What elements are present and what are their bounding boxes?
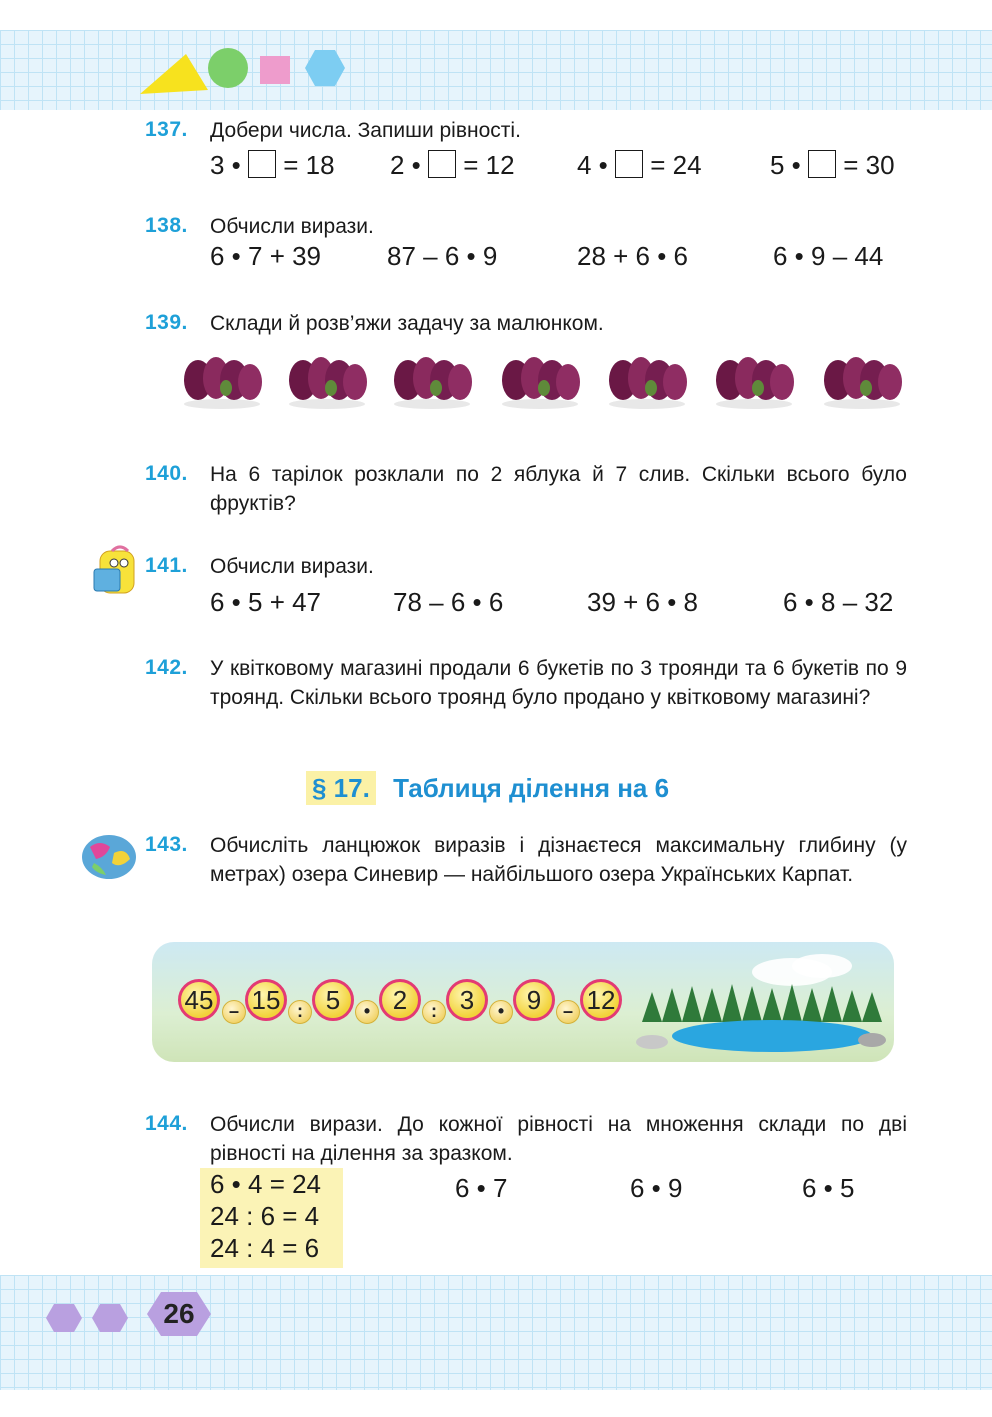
exercise-137-number: 137. bbox=[145, 118, 188, 141]
exercise-139-text: Склади й розв’яжи задачу за малюнком. bbox=[210, 312, 604, 335]
exercise-138-expr-3: 28 + 6 • 6 bbox=[577, 241, 689, 271]
exercise-138-expr-1: 6 • 7 + 39 bbox=[210, 241, 322, 271]
chain-number: 2 bbox=[379, 979, 421, 1021]
section-heading bbox=[306, 773, 669, 804]
backpack-mascot-icon bbox=[90, 545, 146, 597]
exercise-138-number: 138. bbox=[145, 214, 188, 237]
exercise-144-expr-3: 6 • 5 bbox=[802, 1173, 855, 1203]
hexagon-icon bbox=[46, 1304, 82, 1332]
yellow-triangle-icon bbox=[140, 54, 208, 94]
exercise-140-text: На 6 тарілок розклали по 2 яблука й 7 слив. Скільки всього було фруктів? bbox=[210, 463, 907, 515]
exercise-144-expr-2: 6 • 9 bbox=[630, 1173, 683, 1203]
exercise-142-text: У квітковому магазині продали 6 букетів по 3 троянди та 6 букетів по 9 троянд. Скільки всього троянд було продано у квітковому магазині? bbox=[210, 657, 907, 709]
exercise-143-number: 143. bbox=[145, 833, 188, 856]
section-number: § 17. bbox=[306, 771, 376, 805]
expression-chain-panel bbox=[152, 942, 894, 1062]
chain-number: 9 bbox=[513, 979, 555, 1021]
page-number: 26 bbox=[163, 1298, 195, 1329]
plums-illustration bbox=[182, 344, 908, 410]
sample-box bbox=[200, 1168, 343, 1268]
pink-square-icon bbox=[260, 56, 290, 84]
exercise-137-expr-3: 4 • = 24 bbox=[577, 150, 702, 180]
exercise-137-expr-4: 5 • = 30 bbox=[770, 150, 895, 180]
lake-landscape-illustration bbox=[622, 942, 894, 1062]
chain-number: 45 bbox=[178, 979, 220, 1021]
exercise-142-number: 142. bbox=[145, 656, 188, 679]
exercise-138-expr-4: 6 • 9 – 44 bbox=[773, 241, 884, 271]
exercise-138-expr-2: 87 – 6 • 9 bbox=[387, 241, 498, 271]
exercise-137-text: Добери числа. Запиши рівності. bbox=[210, 119, 521, 142]
chain-number: 5 bbox=[312, 979, 354, 1021]
exercise-141-expr-4: 6 • 8 – 32 bbox=[783, 587, 894, 617]
section-title: Таблиця ділення на 6 bbox=[393, 773, 670, 803]
chain-operator: – bbox=[222, 1000, 246, 1024]
hexagon-icon bbox=[92, 1304, 128, 1332]
page-number-badge bbox=[145, 1290, 213, 1338]
answer-box[interactable] bbox=[248, 150, 276, 178]
sample-line: 6 • 4 = 24 bbox=[210, 1169, 322, 1199]
exercise-141-expr-3: 39 + 6 • 8 bbox=[587, 587, 699, 617]
answer-box[interactable] bbox=[808, 150, 836, 178]
sample-line: 24 : 4 = 6 bbox=[210, 1233, 320, 1263]
chain-operator: – bbox=[556, 1000, 580, 1024]
chain-operator: • bbox=[489, 1000, 513, 1024]
chain-number: 15 bbox=[245, 979, 287, 1021]
exercise-141-expr-1: 6 • 5 + 47 bbox=[210, 587, 322, 617]
exercise-144-text: Обчисли вирази. До кожної рівності на множення склади по дві рівності на ділення за зразком. bbox=[210, 1113, 907, 1165]
answer-box[interactable] bbox=[615, 150, 643, 178]
exercise-141-number: 141. bbox=[145, 554, 188, 577]
chain-operator: : bbox=[422, 1000, 446, 1024]
exercise-143-text: Обчисліть ланцюжок виразів і дізнаєтеся максимальну глибину (у метрах) озера Синевир — найбільшого озера Українських Карпат. bbox=[210, 834, 907, 886]
decorative-hexagons bbox=[44, 1300, 140, 1336]
exercise-141-text: Обчисли вирази. bbox=[210, 555, 374, 578]
blue-hexagon-icon bbox=[305, 50, 345, 86]
exercise-139-number: 139. bbox=[145, 311, 188, 334]
green-circle-icon bbox=[208, 48, 248, 88]
decorative-shapes bbox=[140, 46, 350, 96]
chain-number: 3 bbox=[446, 979, 488, 1021]
chain-number: 12 bbox=[580, 979, 622, 1021]
sample-line: 24 : 6 = 4 bbox=[210, 1201, 320, 1231]
answer-box[interactable] bbox=[428, 150, 456, 178]
chain-operator: : bbox=[288, 1000, 312, 1024]
exercise-137-expr-2: 2 • = 12 bbox=[390, 150, 515, 180]
chain-operator: • bbox=[355, 1000, 379, 1024]
exercise-140-number: 140. bbox=[145, 462, 188, 485]
exercise-137-expr-1: 3 • = 18 bbox=[210, 150, 335, 180]
exercise-141-expr-2: 78 – 6 • 6 bbox=[393, 587, 504, 617]
exercise-144-number: 144. bbox=[145, 1112, 188, 1135]
exercise-144-expr-1: 6 • 7 bbox=[455, 1173, 508, 1203]
globe-icon bbox=[80, 833, 138, 881]
exercise-138-text: Обчисли вирази. bbox=[210, 215, 374, 238]
